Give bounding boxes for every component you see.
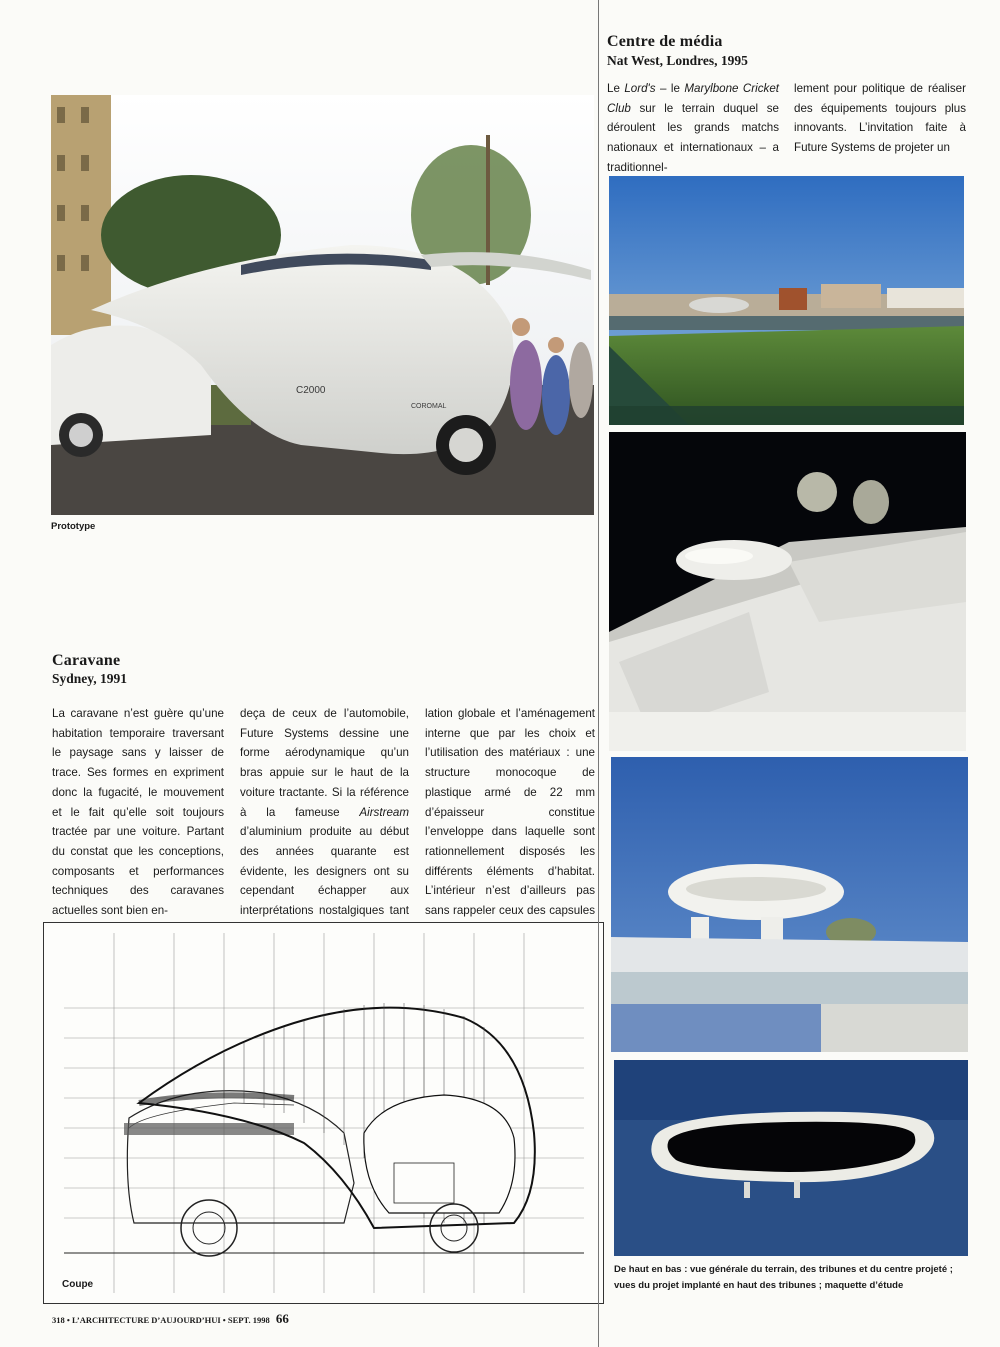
stadium-overview-photo (609, 176, 964, 425)
caravan-text-col2: deça de ceux de l’automobile, Future Systems dessine une forme aérodynamique qu’un bras appuie sur le haut de la voiture tractante. Si la référence à la fameuse Airstream d’aluminium produite au début des années quarante est évidente, les designers ont su cependant échapper aux interprétations nostalgiques tant (240, 707, 409, 918)
caravan-text-col3: lation globale et l’aménagement interne que par les choix et l’utilisation des matériaux : une structure monocoque de plastique armé de 22 mm d’épaisseur constitue l’enveloppe dans laquelle sont rationnellement disposés les différents éléments d’habitat. L’intérieur n’est d’ailleurs pas sans rappeler ceux des capsules (425, 707, 595, 918)
media-centre-intro-col1: Le Lord's – le Marylbone Cricket Club sur le terrain duquel se déroulent les grands matchs nationaux et internationaux – a traditionnel- (607, 82, 779, 174)
caravan-subtitle: Sydney, 1991 (52, 671, 128, 686)
caravan-c2000-marking: C2000 (296, 385, 326, 396)
folio-text: 318 • L’ARCHITECTURE D’AUJOURD’HUI • SEPT. 1998 (52, 1315, 270, 1325)
caravan-text-col1: La caravane n’est guère qu’une habitation temporaire traversant le paysage sans y laisser de trace. Ses formes en expriment donc la fugacité, le mouvement et le fait qu’elle soit toujours tractée par une voiture. Partant du constat que les conceptions, composants et performances techniques des caravanes actuelles sont bien en- (52, 707, 224, 918)
page-folio (52, 1311, 289, 1327)
study-model-photo (614, 1060, 968, 1256)
media-centre-intro-col2: lement pour politique de réaliser des équipements toujours plus innovants. L’invitation faite à Future Systems de projeter un (794, 82, 966, 155)
page-number: 66 (275, 1311, 289, 1326)
model-stands-photo (609, 432, 966, 751)
prototype-caption: Prototype (51, 521, 96, 532)
media-centre-title: Centre de média (607, 33, 723, 50)
column-divider (598, 0, 599, 1347)
media-centre-subtitle: Nat West, Londres, 1995 (607, 53, 748, 68)
media-centre-caption: De haut en bas : vue générale du terrain, des tribunes et du centre projeté ; vues du projet implanté en haut des tribunes ; maquette d’étude (614, 1264, 953, 1291)
caravan-prototype-photo (51, 95, 594, 515)
media-centre-blue-photo (611, 757, 968, 1052)
caravan-title: Caravane (52, 652, 121, 669)
drawing-label: Coupe (62, 1279, 94, 1290)
caravan-coromal-marking: COROMAL (411, 403, 447, 410)
caravan-section-drawing (43, 922, 604, 1304)
